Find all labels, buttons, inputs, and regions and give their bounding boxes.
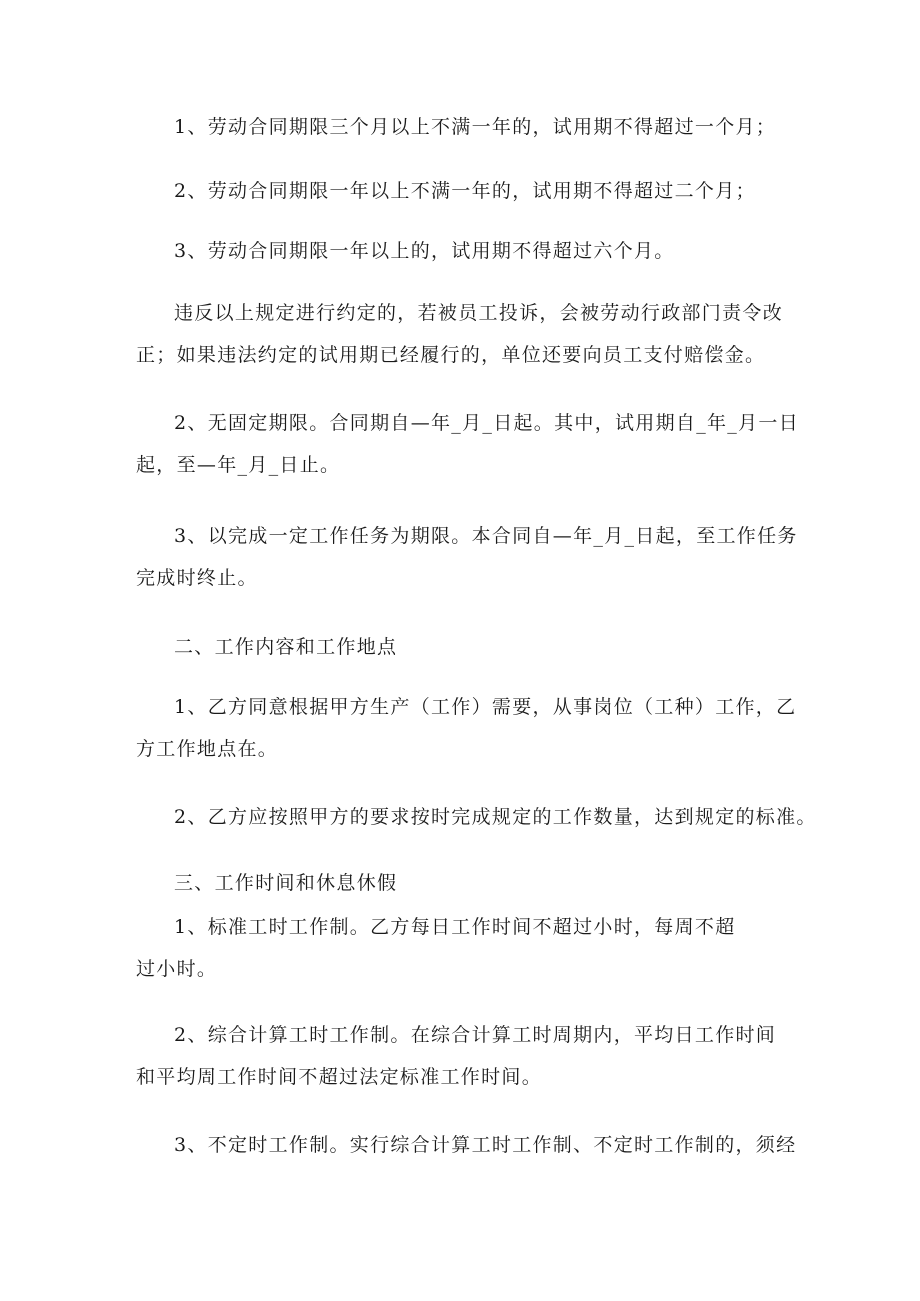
paragraph-flexible-hours xyxy=(136,1124,796,1166)
paragraph-probation-over-1year xyxy=(136,230,796,272)
paragraph-work-location xyxy=(136,686,796,770)
paragraph-line: 1、劳动合同期限三个月以上不满一年的，试用期不得超过一个月； xyxy=(174,116,777,138)
paragraph-line: 1、标准工时工作制。乙方每日工作时间不超过小时，每周不超 xyxy=(174,916,736,938)
paragraph-line: 3、劳动合同期限一年以上的，试用期不得超过六个月。 xyxy=(174,240,675,262)
paragraph-line: 2、乙方应按照甲方的要求按时完成规定的工作数量，达到规定的标准。 xyxy=(174,806,817,828)
paragraph-line: 方工作地点在。 xyxy=(136,738,279,760)
paragraph-line: 3、不定时工作制。实行综合计算工时工作制、不定时工作制的，须经 xyxy=(174,1134,797,1156)
paragraph-line: 1、乙方同意根据甲方生产（工作）需要，从事岗位（工种）工作，乙 xyxy=(174,696,797,718)
paragraph-no-fixed-term xyxy=(136,402,799,486)
paragraph-work-quantity xyxy=(136,796,817,838)
paragraph-probation-3months xyxy=(136,106,796,148)
paragraph-line: 2、综合计算工时工作制。在综合计算工时周期内，平均日工作时间 xyxy=(174,1024,777,1046)
paragraph-task-term xyxy=(136,515,796,599)
paragraph-line: 3、以完成一定工作任务为期限。本合同自—年_月_日起，至工作任务 xyxy=(174,525,798,547)
paragraph-line: 正；如果违法约定的试用期已经履行的，单位还要向员工支付赔偿金。 xyxy=(136,344,766,366)
paragraph-probation-1year xyxy=(136,170,796,212)
section-heading-work-content: 二、工作内容和工作地点 xyxy=(174,636,398,658)
paragraph-line: 和平均周工作时间不超过法定标准工作时间。 xyxy=(136,1066,543,1088)
paragraph-standard-hours xyxy=(136,906,796,990)
paragraph-violation xyxy=(136,292,796,376)
paragraph-line: 完成时终止。 xyxy=(136,567,258,589)
paragraph-comprehensive-hours xyxy=(136,1014,796,1098)
paragraph-line: 过小时。 xyxy=(136,958,218,980)
paragraph-line: 起，至—年_月_日止。 xyxy=(136,454,341,476)
paragraph-line: 违反以上规定进行约定的，若被员工投诉，会被劳动行政部门责令改 xyxy=(174,302,784,324)
section-heading-work-time: 三、工作时间和休息休假 xyxy=(174,872,398,894)
paragraph-line: 2、无固定期限。合同期自—年_月_日起。其中，试用期自_年_月一日 xyxy=(174,412,799,434)
paragraph-line: 2、劳动合同期限一年以上不满一年的，试用期不得超过二个月； xyxy=(174,180,756,202)
